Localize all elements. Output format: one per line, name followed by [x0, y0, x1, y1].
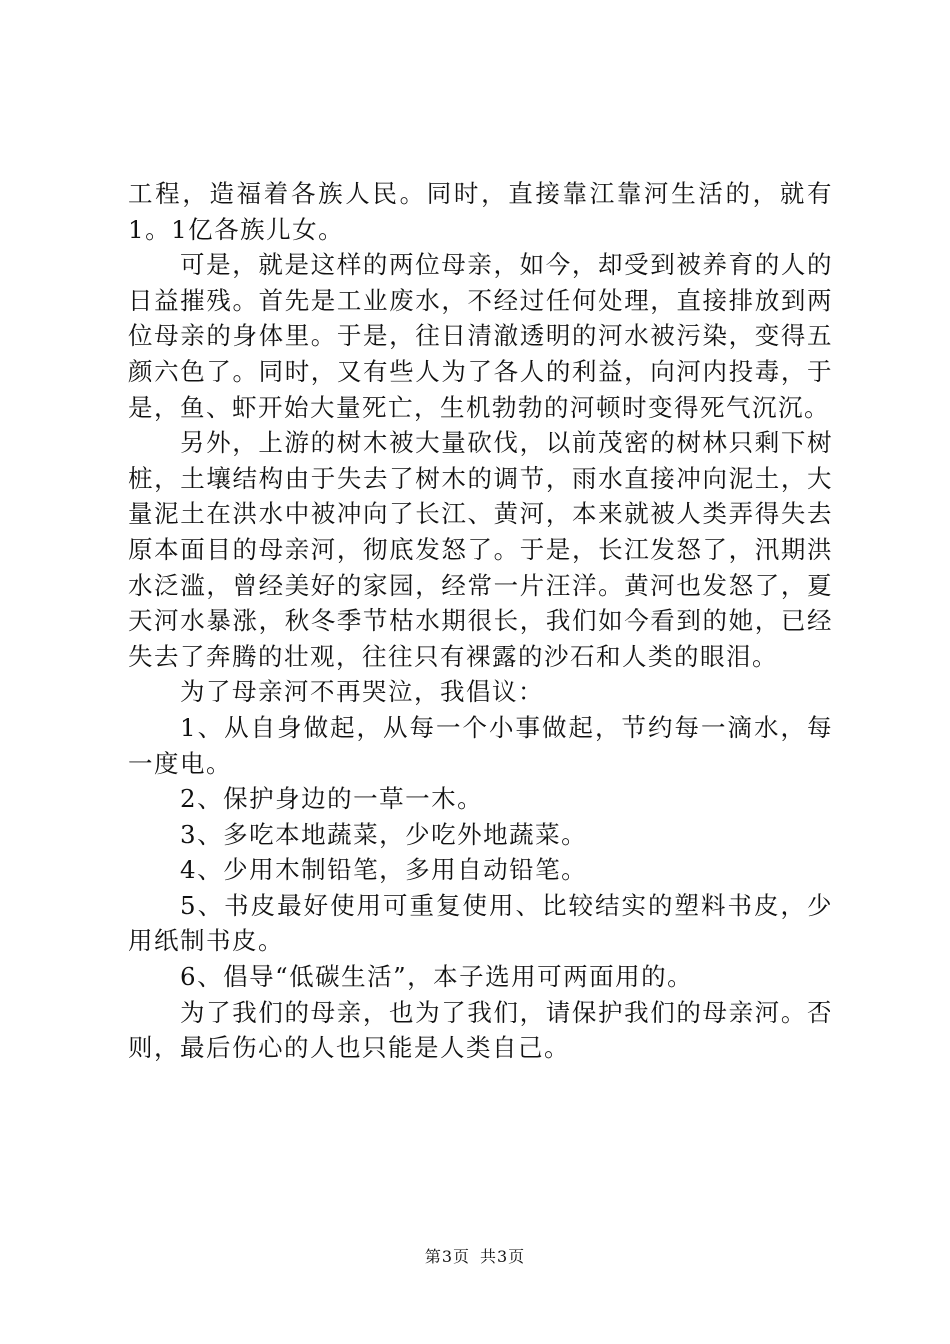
- proposal-item-6: 6、倡导“低碳生活”，本子选用可两面用的。: [180, 962, 694, 992]
- paragraph-3: 另外，上游的树木被大量砍伐，以前茂密的树林只剩下树桩，土壤结构由于失去了树木的调节，雨水直接冲向泥土，大量泥土在洪水中被冲向了长江、黄河，本来就被人类弄得失去原本面目的母亲河，彻底发怒了。于是，长江发怒了，汛期洪水泛滥，曾经美好的家园，经常一片汪洋。黄河也发怒了，夏天河水暴涨，秋冬季节枯水期很长，我们如今看到的她，已经失去了奔腾的壮观，往往只有裸露的沙石和人类的眼泪。: [128, 428, 833, 671]
- paragraph-4: 为了母亲河不再哭泣，我倡议：: [180, 677, 544, 707]
- proposal-item-3: 3、多吃本地蔬菜，少吃外地蔬菜。: [180, 819, 588, 849]
- page-number-total: 共3页: [480, 1247, 526, 1266]
- page-footer: [0, 1244, 950, 1267]
- proposal-item-4: 4、少用木制铅笔，多用自动铅笔。: [180, 855, 588, 885]
- document-body: [128, 176, 833, 1066]
- proposal-item-2: 2、保护身边的一草一木。: [180, 784, 484, 814]
- proposal-item-5: 5、书皮最好使用可重复使用、比较结实的塑料书皮，少用纸制书皮。: [128, 890, 833, 956]
- page-number-current: 第3页: [424, 1247, 470, 1266]
- proposal-item-1: 1、从自身做起，从每一个小事做起，节约每一滴水，每一度电。: [128, 712, 833, 778]
- paragraph-2: 可是，就是这样的两位母亲，如今，却受到被养育的人的日益摧残。首先是工业废水，不经过任何处理，直接排放到两位母亲的身体里。于是，往日清澈透明的河水被污染，变得五颜六色了。同时，又有些人为了各人的利益，向河内投毒，于是，鱼、虾开始大量死亡，生机勃勃的河顿时变得死气沉沉。: [128, 250, 833, 422]
- paragraph-1: 工程，造福着各族人民。同时，直接靠江靠河生活的，就有1。1亿各族儿女。: [128, 179, 833, 244]
- closing-paragraph: 为了我们的母亲，也为了我们，请保护我们的母亲河。否则，最后伤心的人也只能是人类自己。: [128, 997, 833, 1063]
